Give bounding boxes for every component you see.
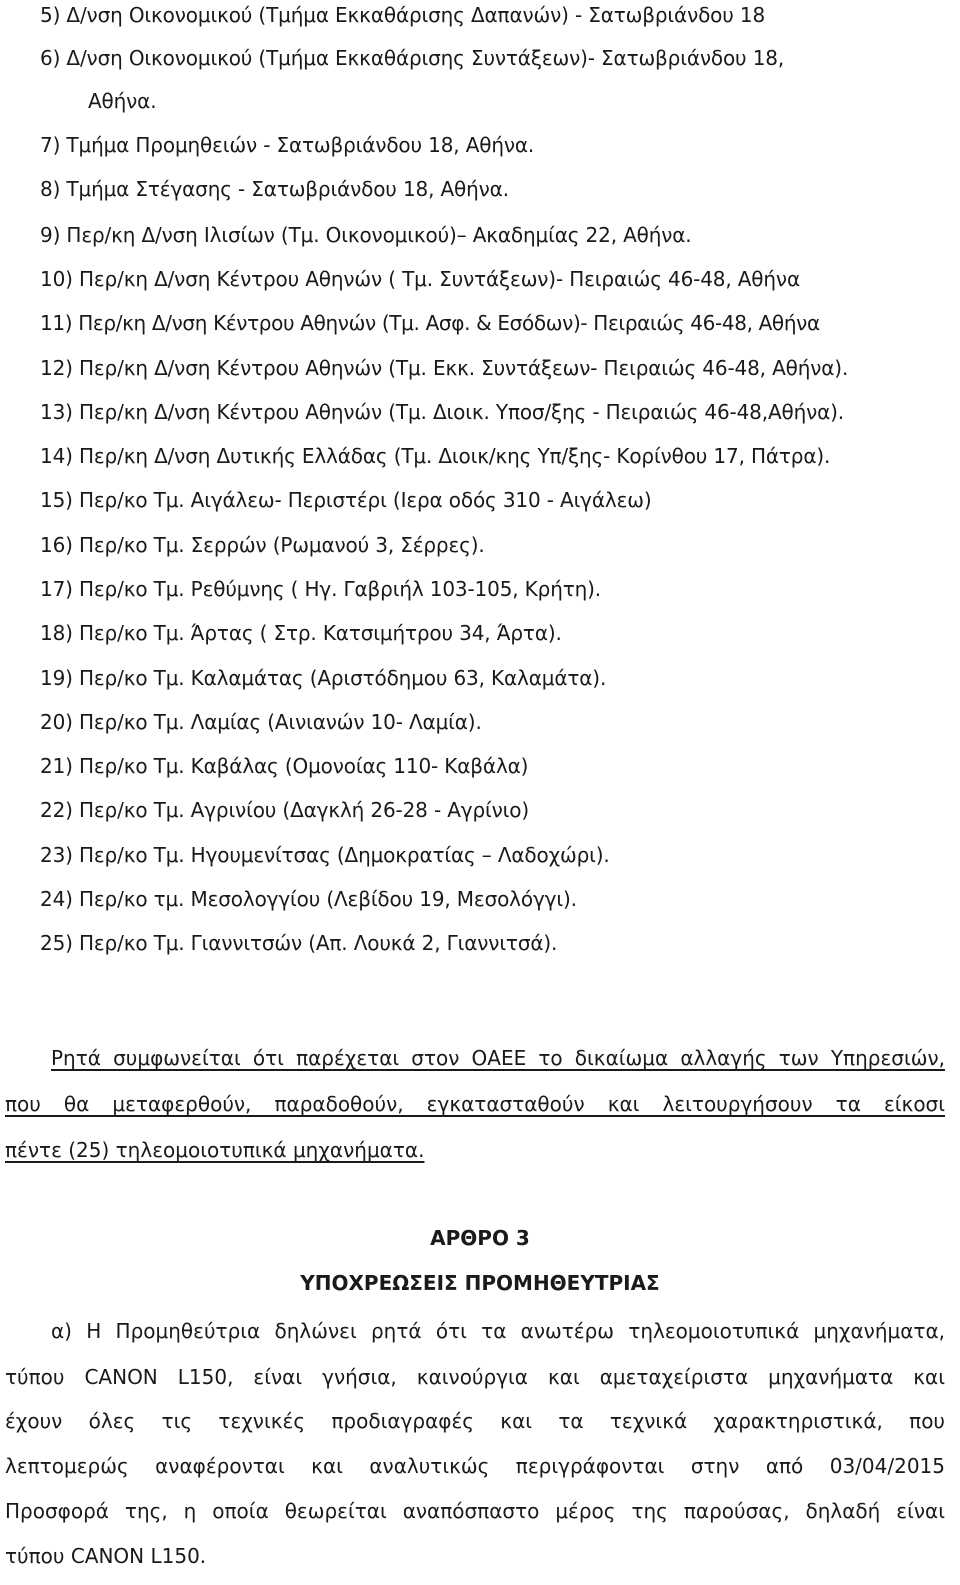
list-item-continuation: Αθήνα. <box>88 89 157 113</box>
list-item: 8) Τμήμα Στέγασης - Σατωβριάνδου 18, Αθήνα. <box>40 177 509 201</box>
list-item: 25) Περ/κο Τμ. Γιαννιτσών (Απ. Λουκά 2, Γιαννιτσά). <box>40 931 558 955</box>
list-item: 15) Περ/κο Τμ. Αιγάλεω- Περιστέρι (Ιερα οδός 310 - Αιγάλεω) <box>40 488 652 512</box>
list-item: 23) Περ/κο Τμ. Ηγουμενίτσας (Δημοκρατίας – Λαδοχώρι). <box>40 843 610 867</box>
list-item: 20) Περ/κο Τμ. Λαμίας (Αινιανών 10- Λαμία). <box>40 710 482 734</box>
article-title: ΥΠΟΧΡΕΩΣΕΙΣ ΠΡΟΜΗΘΕΥΤΡΙΑΣ <box>300 1271 660 1295</box>
body-line: λεπτομερώς αναφέρονται και αναλυτικώς περιγράφονται στην από 03/04/2015 <box>5 1454 945 1478</box>
list-item: 21) Περ/κο Τμ. Καβάλας (Ομονοίας 110- Καβάλα) <box>40 754 529 778</box>
list-item: 6) Δ/νση Οικονομικού (Τμήμα Εκκαθάρισης Συντάξεων)- Σατωβριάνδου 18, <box>40 46 785 70</box>
list-item: 5) Δ/νση Οικονομικού (Τμήμα Εκκαθάρισης Δαπανών) - Σατωβριάνδου 18 <box>40 3 766 27</box>
list-item: 14) Περ/κη Δ/νση Δυτικής Ελλάδας (Τμ. Διοικ/κης Υπ/ξης- Κορίνθου 17, Πάτρα). <box>40 444 831 468</box>
list-item: 7) Τμήμα Προμηθειών - Σατωβριάνδου 18, Αθήνα. <box>40 133 535 157</box>
list-item: 11) Περ/κη Δ/νση Κέντρου Αθηνών (Τμ. Ασφ. & Εσόδων)- Πειραιώς 46-48, Αθήνα <box>40 311 820 335</box>
list-item: 9) Περ/κη Δ/νση Ιλισίων (Τμ. Οικονομικού)– Ακαδημίας 22, Αθήνα. <box>40 223 692 247</box>
list-item: 17) Περ/κο Τμ. Ρεθύμνης ( Ηγ. Γαβριήλ 103-105, Κρήτη). <box>40 577 601 601</box>
body-line: Προσφορά της, η οποία θεωρείται αναπόσπαστο μέρος της παρούσας, δηλαδή είναι <box>5 1499 945 1523</box>
body-line: τύπου CANON L150, είναι γνήσια, καινούργια και αμεταχείριστα μηχανήματα και <box>5 1365 945 1389</box>
list-item: 16) Περ/κο Τμ. Σερρών (Ρωμανού 3, Σέρρες). <box>40 533 485 557</box>
notice-line: πέντε (25) τηλεομοιοτυπικά μηχανήματα. <box>5 1138 425 1162</box>
list-item: 19) Περ/κο Τμ. Καλαμάτας (Αριστόδημου 63, Καλαμάτα). <box>40 666 607 690</box>
list-item: 13) Περ/κη Δ/νση Κέντρου Αθηνών (Τμ. Διοικ. Υποσ/ξης - Πειραιώς 46-48,Αθήνα). <box>40 400 845 424</box>
list-item: 18) Περ/κο Τμ. Άρτας ( Στρ. Κατσιμήτρου 34, Άρτα). <box>40 621 562 645</box>
body-line: τύπου CANON L150. <box>5 1544 207 1568</box>
article-number: ΑΡΘΡΟ 3 <box>430 1226 530 1250</box>
list-item: 22) Περ/κο Τμ. Αγρινίου (Δαγκλή 26-28 - Αγρίνιο) <box>40 798 529 822</box>
notice-line: που θα μεταφερθούν, παραδοθούν, εγκατασταθούν και λειτουργήσουν τα είκοσι <box>5 1092 945 1116</box>
body-line: α) Η Προμηθεύτρια δηλώνει ρητά ότι τα ανωτέρω τηλεομοιοτυπικά μηχανήματα, <box>51 1319 945 1343</box>
list-item: 12) Περ/κη Δ/νση Κέντρου Αθηνών (Τμ. Εκκ. Συντάξεων- Πειραιώς 46-48, Αθήνα). <box>40 356 849 380</box>
body-line: έχουν όλες τις τεχνικές προδιαγραφές και τα τεχνικά χαρακτηριστικά, που <box>5 1409 945 1433</box>
notice-line: Ρητά συμφωνείται ότι παρέχεται στον ΟΑΕΕ το δικαίωμα αλλαγής των Υπηρεσιών, <box>51 1046 945 1070</box>
list-item: 10) Περ/κη Δ/νση Κέντρου Αθηνών ( Τμ. Συντάξεων)- Πειραιώς 46-48, Αθήνα <box>40 267 800 291</box>
list-item: 24) Περ/κο τμ. Μεσολογγίου (Λεβίδου 19, Μεσολόγγι). <box>40 887 577 911</box>
